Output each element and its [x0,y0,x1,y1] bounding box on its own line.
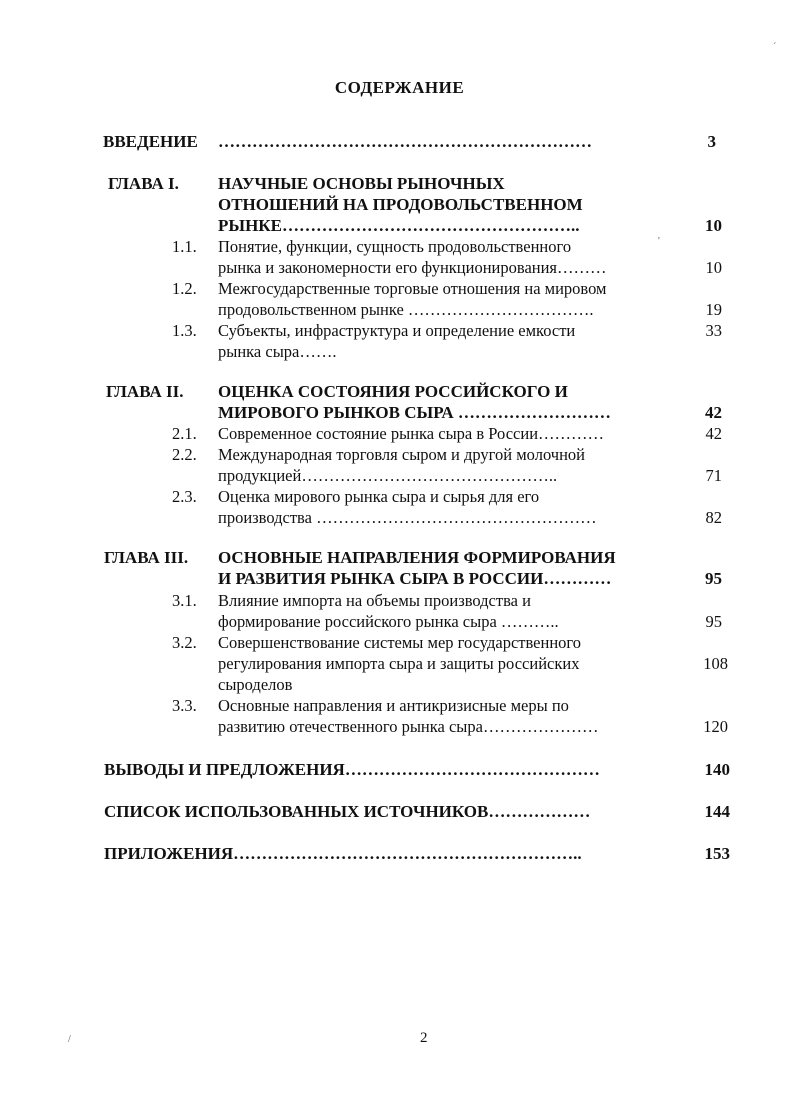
section-title-line3: сыроделов [218,675,293,694]
scan-artifact: / [68,1034,71,1045]
chapter-3-title-line2: И РАЗВИТИЯ РЫНКА СЫРА В РОССИИ………… [218,569,612,588]
conclusions-label: ВЫВОДЫ И ПРЕДЛОЖЕНИЯ……………………………………… [104,760,600,779]
section-title-line1: Совершенствование системы мер государственного [218,633,582,652]
section-title-line1: Современное состояние рынка сыра в России………… [218,424,605,443]
chapter-1-page: 10 [705,216,722,235]
section-number: 1.1. [172,237,197,256]
section-page: 10 [705,258,722,277]
section-page: 95 [705,612,722,631]
conclusions-page: 140 [704,760,730,779]
section-number: 2.2. [172,445,197,464]
appendix-page: 153 [704,844,730,863]
chapter-2-label: ГЛАВА II. [106,382,184,401]
section-page: 71 [705,466,722,485]
chapter-1-title-line2: ОТНОШЕНИЙ НА ПРОДОВОЛЬСТВЕННОМ [218,195,583,214]
chapter-1-title-line1: НАУЧНЫЕ ОСНОВЫ РЫНОЧНЫХ [218,174,505,193]
page-number: 2 [420,1030,428,1046]
section-number: 2.1. [172,424,197,443]
scan-artifact: ' [658,236,660,247]
section-title-line1: Межгосударственные торговые отношения на мировом [218,279,607,298]
section-title-line2: рынка и закономерности его функционирования……… [218,258,607,277]
section-title-line1: Оценка мирового рынка сыра и сырья для его [218,487,540,506]
chapter-3-page: 95 [705,569,722,588]
toc-intro-dots: ………………………………………………………… [218,132,592,151]
section-title-line1: Понятие, функции, сущность продовольственного [218,237,572,256]
sources-page: 144 [704,802,730,821]
section-title-line2: регулирования импорта сыра и защиты российских [218,654,580,673]
chapter-1-label: ГЛАВА I. [108,174,179,193]
chapter-2-page: 42 [705,403,722,422]
section-number: 2.3. [172,487,197,506]
toc-intro-page: 3 [707,132,716,151]
section-title-line2: продукцией……………………………………….. [218,466,558,485]
scan-artifact: ´ [773,42,777,53]
section-page: 19 [705,300,722,319]
section-page: 42 [705,424,722,443]
section-page: 108 [703,654,728,673]
section-number: 1.2. [172,279,197,298]
section-title-line2: формирование российского рынка сыра ……….. [218,612,559,631]
sources-label: СПИСОК ИСПОЛЬЗОВАННЫХ ИСТОЧНИКОВ……………… [104,802,591,821]
chapter-1-title-line3: РЫНКЕ…………………………………………….. [218,216,580,235]
section-title-line2: продовольственном рынке ……………………………. [218,300,594,319]
section-page: 33 [705,321,722,340]
section-number: 3.2. [172,633,197,652]
section-title-line1: Основные направления и антикризисные меры по [218,696,569,715]
chapter-3-title-line1: ОСНОВНЫЕ НАПРАВЛЕНИЯ ФОРМИРОВАНИЯ [218,548,616,567]
toc-intro-label: ВВЕДЕНИЕ [103,132,198,151]
section-title-line1: Субъекты, инфраструктура и определение емкости [218,321,576,340]
section-title-line1: Международная торговля сыром и другой молочной [218,445,585,464]
section-title-line1: Влияние импорта на объемы производства и [218,591,531,610]
section-number: 3.3. [172,696,197,715]
chapter-3-label: ГЛАВА III. [104,548,189,567]
section-page: 120 [703,717,728,736]
page-title: СОДЕРЖАНИЕ [334,78,465,97]
appendix-label: ПРИЛОЖЕНИЯ…………………………………………………….. [104,844,582,863]
chapter-2-title-line1: ОЦЕНКА СОСТОЯНИЯ РОССИЙСКОГО И [218,382,568,401]
section-number: 3.1. [172,591,197,610]
chapter-2-title-line2: МИРОВОГО РЫНКОВ СЫРА ……………………… [218,403,611,422]
section-title-line2: развитию отечественного рынка сыра………………… [218,717,599,736]
section-number: 1.3. [172,321,197,340]
section-title-line2: рынка сыра……. [218,342,337,361]
section-title-line2: производства …………………………………………… [218,508,597,527]
section-page: 82 [705,508,722,527]
